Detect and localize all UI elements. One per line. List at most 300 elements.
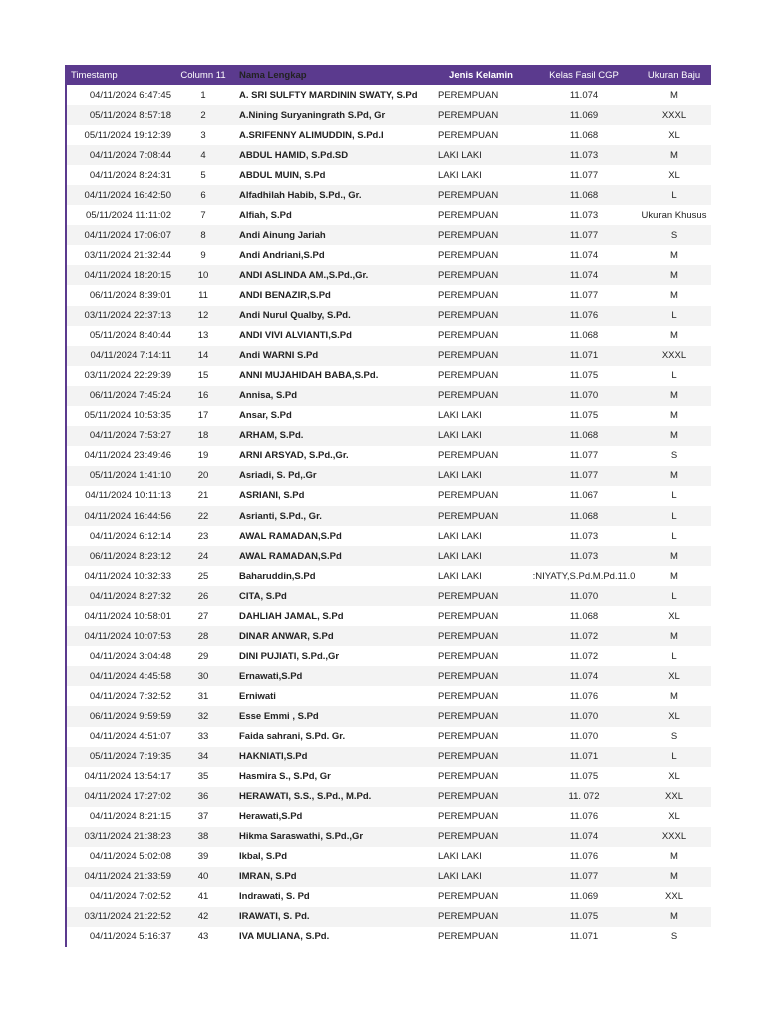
header-kelas-fasil[interactable]: Kelas Fasil CGP xyxy=(531,65,637,85)
jenis-kelamin-cell[interactable]: PEREMPUAN xyxy=(431,205,531,225)
column11-cell[interactable]: 27 xyxy=(174,606,232,626)
nama-cell[interactable]: IVA MULIANA, S.Pd. xyxy=(232,927,431,947)
jenis-kelamin-cell[interactable]: PEREMPUAN xyxy=(431,706,531,726)
column11-cell[interactable]: 22 xyxy=(174,506,232,526)
nama-cell[interactable]: Ansar, S.Pd xyxy=(232,406,431,426)
timestamp-cell[interactable]: 04/11/2024 8:21:15 xyxy=(67,807,174,827)
ukuran-baju-cell[interactable]: M xyxy=(637,265,711,285)
jenis-kelamin-cell[interactable]: PEREMPUAN xyxy=(431,827,531,847)
jenis-kelamin-cell[interactable]: PEREMPUAN xyxy=(431,185,531,205)
column11-cell[interactable]: 13 xyxy=(174,326,232,346)
header-column11[interactable]: Column 11 xyxy=(174,65,232,85)
jenis-kelamin-cell[interactable]: PEREMPUAN xyxy=(431,245,531,265)
column11-cell[interactable]: 7 xyxy=(174,205,232,225)
column11-cell[interactable]: 34 xyxy=(174,747,232,767)
column11-cell[interactable]: 24 xyxy=(174,546,232,566)
ukuran-baju-cell[interactable]: S xyxy=(637,225,711,245)
header-jenis-kelamin[interactable]: Jenis Kelamin xyxy=(431,65,531,85)
column11-cell[interactable]: 25 xyxy=(174,566,232,586)
table-row xyxy=(67,566,711,586)
ukuran-baju-cell[interactable]: M xyxy=(637,386,711,406)
kelas-cell[interactable]: 11.070 xyxy=(531,706,637,726)
table-row xyxy=(67,426,711,446)
ukuran-baju-cell[interactable]: M xyxy=(637,626,711,646)
timestamp-cell[interactable]: 06/11/2024 8:23:12 xyxy=(67,546,174,566)
timestamp-cell[interactable]: 03/11/2024 21:38:23 xyxy=(67,827,174,847)
ukuran-baju-cell[interactable]: XL xyxy=(637,666,711,686)
table-row xyxy=(67,546,711,566)
ukuran-baju-cell[interactable]: S xyxy=(637,446,711,466)
kelas-cell[interactable]: 11.068 xyxy=(531,506,637,526)
timestamp-cell[interactable]: 04/11/2024 7:53:27 xyxy=(67,426,174,446)
kelas-cell[interactable]: 11.071 xyxy=(531,927,637,947)
ukuran-baju-cell[interactable]: L xyxy=(637,486,711,506)
nama-cell[interactable]: ANNI MUJAHIDAH BABA,S.Pd. xyxy=(232,366,431,386)
nama-cell[interactable]: ARNI ARSYAD, S.Pd.,Gr. xyxy=(232,446,431,466)
ukuran-baju-cell[interactable]: M xyxy=(637,406,711,426)
column11-cell[interactable]: 19 xyxy=(174,446,232,466)
table-body xyxy=(67,85,711,947)
ukuran-baju-cell[interactable]: S xyxy=(637,727,711,747)
header-timestamp[interactable]: Timestamp xyxy=(67,65,174,85)
timestamp-cell[interactable]: 04/11/2024 7:08:44 xyxy=(67,145,174,165)
nama-cell[interactable]: IMRAN, S.Pd xyxy=(232,867,431,887)
column11-cell[interactable]: 29 xyxy=(174,646,232,666)
nama-cell[interactable]: Erniwati xyxy=(232,686,431,706)
ukuran-baju-cell[interactable]: M xyxy=(637,466,711,486)
kelas-cell[interactable]: 11.077 xyxy=(531,165,637,185)
column11-cell[interactable]: 5 xyxy=(174,165,232,185)
ukuran-baju-cell[interactable]: XXXL xyxy=(637,827,711,847)
nama-cell[interactable]: ANDI VIVI ALVIANTI,S.Pd xyxy=(232,326,431,346)
timestamp-cell[interactable]: 04/11/2024 18:20:15 xyxy=(67,265,174,285)
nama-cell[interactable]: Indrawati, S. Pd xyxy=(232,887,431,907)
timestamp-cell[interactable]: 04/11/2024 17:06:07 xyxy=(67,225,174,245)
jenis-kelamin-cell[interactable]: PEREMPUAN xyxy=(431,666,531,686)
timestamp-cell[interactable]: 04/11/2024 7:32:52 xyxy=(67,686,174,706)
timestamp-cell[interactable]: 04/11/2024 10:07:53 xyxy=(67,626,174,646)
kelas-cell[interactable]: 11.077 xyxy=(531,867,637,887)
kelas-cell[interactable]: 11.073 xyxy=(531,205,637,225)
nama-cell[interactable]: ANDI ASLINDA AM.,S.Pd.,Gr. xyxy=(232,265,431,285)
timestamp-cell[interactable]: 04/11/2024 4:45:58 xyxy=(67,666,174,686)
table-row xyxy=(67,586,711,606)
jenis-kelamin-cell[interactable]: PEREMPUAN xyxy=(431,225,531,245)
kelas-cell[interactable]: 11.076 xyxy=(531,847,637,867)
jenis-kelamin-cell[interactable]: PEREMPUAN xyxy=(431,686,531,706)
jenis-kelamin-cell[interactable]: PEREMPUAN xyxy=(431,386,531,406)
table-row xyxy=(67,265,711,285)
timestamp-cell[interactable]: 05/11/2024 1:41:10 xyxy=(67,466,174,486)
timestamp-cell[interactable]: 04/11/2024 5:16:37 xyxy=(67,927,174,947)
timestamp-cell[interactable]: 04/11/2024 6:47:45 xyxy=(67,85,174,105)
nama-cell[interactable]: IRAWATI, S. Pd. xyxy=(232,907,431,927)
nama-cell[interactable]: DAHLIAH JAMAL, S.Pd xyxy=(232,606,431,626)
jenis-kelamin-cell[interactable]: LAKI LAKI xyxy=(431,406,531,426)
jenis-kelamin-cell[interactable]: PEREMPUAN xyxy=(431,787,531,807)
column11-cell[interactable]: 10 xyxy=(174,265,232,285)
timestamp-cell[interactable]: 03/11/2024 21:32:44 xyxy=(67,245,174,265)
nama-cell[interactable]: A.SRIFENNY ALIMUDDIN, S.Pd.I xyxy=(232,125,431,145)
kelas-cell[interactable]: 11.073 xyxy=(531,145,637,165)
nama-cell[interactable]: CITA, S.Pd xyxy=(232,586,431,606)
kelas-cell[interactable]: 11.075 xyxy=(531,366,637,386)
jenis-kelamin-cell[interactable]: PEREMPUAN xyxy=(431,326,531,346)
column11-cell[interactable]: 6 xyxy=(174,185,232,205)
kelas-cell[interactable]: 11.075 xyxy=(531,767,637,787)
column11-cell[interactable]: 15 xyxy=(174,366,232,386)
table-row xyxy=(67,326,711,346)
table-row xyxy=(67,446,711,466)
nama-cell[interactable]: A.Nining Suryaningrath S.Pd, Gr xyxy=(232,105,431,125)
kelas-cell[interactable]: 11.071 xyxy=(531,747,637,767)
kelas-cell[interactable]: 11.074 xyxy=(531,666,637,686)
timestamp-cell[interactable]: 04/11/2024 17:27:02 xyxy=(67,787,174,807)
table-row xyxy=(67,486,711,506)
nama-cell[interactable]: AWAL RAMADAN,S.Pd xyxy=(232,546,431,566)
ukuran-baju-cell[interactable]: M xyxy=(637,145,711,165)
table-row xyxy=(67,506,711,526)
kelas-cell[interactable]: 11.070 xyxy=(531,727,637,747)
kelas-cell[interactable]: 11.068 xyxy=(531,426,637,446)
kelas-cell[interactable]: 11.076 xyxy=(531,807,637,827)
table-row xyxy=(67,887,711,907)
header-nama-lengkap[interactable]: Nama Lengkap xyxy=(232,65,431,85)
ukuran-baju-cell[interactable]: Ukuran Khusus xyxy=(637,205,711,225)
kelas-cell[interactable]: 11.075 xyxy=(531,406,637,426)
kelas-cell[interactable]: 11.068 xyxy=(531,125,637,145)
kelas-cell[interactable]: 11.068 xyxy=(531,606,637,626)
timestamp-cell[interactable]: 04/11/2024 10:58:01 xyxy=(67,606,174,626)
column11-cell[interactable]: 26 xyxy=(174,586,232,606)
nama-cell[interactable]: Andi Ainung Jariah xyxy=(232,225,431,245)
kelas-cell[interactable]: :NIYATY,S.Pd.M.Pd.11.0 xyxy=(531,566,637,586)
jenis-kelamin-cell[interactable]: PEREMPUAN xyxy=(431,727,531,747)
table-row xyxy=(67,807,711,827)
column11-cell[interactable]: 41 xyxy=(174,887,232,907)
ukuran-baju-cell[interactable]: M xyxy=(637,907,711,927)
timestamp-cell[interactable]: 06/11/2024 7:45:24 xyxy=(67,386,174,406)
kelas-cell[interactable]: 11.070 xyxy=(531,386,637,406)
table-row xyxy=(67,125,711,145)
table-row xyxy=(67,606,711,626)
ukuran-baju-cell[interactable]: L xyxy=(637,366,711,386)
timestamp-cell[interactable]: 04/11/2024 21:33:59 xyxy=(67,867,174,887)
kelas-cell[interactable]: 11.067 xyxy=(531,486,637,506)
timestamp-cell[interactable]: 03/11/2024 22:37:13 xyxy=(67,306,174,326)
column11-cell[interactable]: 20 xyxy=(174,466,232,486)
table-row xyxy=(67,346,711,366)
ukuran-baju-cell[interactable]: M xyxy=(637,426,711,446)
timestamp-cell[interactable]: 04/11/2024 16:44:56 xyxy=(67,506,174,526)
column11-cell[interactable]: 43 xyxy=(174,927,232,947)
jenis-kelamin-cell[interactable]: LAKI LAKI xyxy=(431,466,531,486)
ukuran-baju-cell[interactable]: L xyxy=(637,747,711,767)
table-row xyxy=(67,646,711,666)
ukuran-baju-cell[interactable]: M xyxy=(637,326,711,346)
timestamp-cell[interactable]: 05/11/2024 7:19:35 xyxy=(67,747,174,767)
timestamp-cell[interactable]: 04/11/2024 10:11:13 xyxy=(67,486,174,506)
kelas-cell[interactable]: 11.074 xyxy=(531,85,637,105)
jenis-kelamin-cell[interactable]: PEREMPUAN xyxy=(431,486,531,506)
nama-cell[interactable]: Asriadi, S. Pd,.Gr xyxy=(232,466,431,486)
jenis-kelamin-cell[interactable]: PEREMPUAN xyxy=(431,285,531,305)
timestamp-cell[interactable]: 06/11/2024 8:39:01 xyxy=(67,285,174,305)
kelas-cell[interactable]: 11.072 xyxy=(531,626,637,646)
ukuran-baju-cell[interactable]: L xyxy=(637,306,711,326)
jenis-kelamin-cell[interactable]: LAKI LAKI xyxy=(431,426,531,446)
jenis-kelamin-cell[interactable]: PEREMPUAN xyxy=(431,887,531,907)
column11-cell[interactable]: 39 xyxy=(174,847,232,867)
nama-cell[interactable]: Esse Emmi , S.Pd xyxy=(232,706,431,726)
timestamp-cell[interactable]: 04/11/2024 13:54:17 xyxy=(67,767,174,787)
column11-cell[interactable]: 16 xyxy=(174,386,232,406)
timestamp-cell[interactable]: 05/11/2024 19:12:39 xyxy=(67,125,174,145)
header-row xyxy=(67,65,711,85)
timestamp-cell[interactable]: 05/11/2024 8:57:18 xyxy=(67,105,174,125)
ukuran-baju-cell[interactable]: XL xyxy=(637,807,711,827)
ukuran-baju-cell[interactable]: XXL xyxy=(637,887,711,907)
kelas-cell[interactable]: 11.068 xyxy=(531,185,637,205)
ukuran-baju-cell[interactable]: M xyxy=(637,546,711,566)
header-ukuran-baju[interactable]: Ukuran Baju xyxy=(637,65,711,85)
nama-cell[interactable]: ARHAM, S.Pd. xyxy=(232,426,431,446)
jenis-kelamin-cell[interactable]: PEREMPUAN xyxy=(431,85,531,105)
table-row xyxy=(67,867,711,887)
jenis-kelamin-cell[interactable]: PEREMPUAN xyxy=(431,747,531,767)
table-row xyxy=(67,847,711,867)
nama-cell[interactable]: ABDUL HAMID, S.Pd.SD xyxy=(232,145,431,165)
column11-cell[interactable]: 12 xyxy=(174,306,232,326)
timestamp-cell[interactable]: 04/11/2024 8:27:32 xyxy=(67,586,174,606)
jenis-kelamin-cell[interactable]: LAKI LAKI xyxy=(431,847,531,867)
nama-cell[interactable]: Alfiah, S.Pd xyxy=(232,205,431,225)
timestamp-cell[interactable]: 04/11/2024 6:12:14 xyxy=(67,526,174,546)
column11-cell[interactable]: 2 xyxy=(174,105,232,125)
column11-cell[interactable]: 28 xyxy=(174,626,232,646)
jenis-kelamin-cell[interactable]: PEREMPUAN xyxy=(431,125,531,145)
nama-cell[interactable]: Asrianti, S.Pd., Gr. xyxy=(232,506,431,526)
column11-cell[interactable]: 1 xyxy=(174,85,232,105)
kelas-cell[interactable]: 11.077 xyxy=(531,466,637,486)
timestamp-cell[interactable]: 04/11/2024 4:51:07 xyxy=(67,727,174,747)
nama-cell[interactable]: Andi Nurul Qualby, S.Pd. xyxy=(232,306,431,326)
nama-cell[interactable]: Herawati,S.Pd xyxy=(232,807,431,827)
kelas-cell[interactable]: 11.073 xyxy=(531,526,637,546)
kelas-cell[interactable]: 11.075 xyxy=(531,907,637,927)
ukuran-baju-cell[interactable]: L xyxy=(637,646,711,666)
column11-cell[interactable]: 30 xyxy=(174,666,232,686)
kelas-cell[interactable]: 11.072 xyxy=(531,646,637,666)
timestamp-cell[interactable]: 03/11/2024 22:29:39 xyxy=(67,366,174,386)
ukuran-baju-cell[interactable]: L xyxy=(637,586,711,606)
timestamp-cell[interactable]: 04/11/2024 3:04:48 xyxy=(67,646,174,666)
nama-cell[interactable]: Hasmira S., S.Pd, Gr xyxy=(232,767,431,787)
jenis-kelamin-cell[interactable]: PEREMPUAN xyxy=(431,366,531,386)
nama-cell[interactable]: DINAR ANWAR, S.Pd xyxy=(232,626,431,646)
table-row xyxy=(67,225,711,245)
nama-cell[interactable]: DINI PUJIATI, S.Pd.,Gr xyxy=(232,646,431,666)
table-row xyxy=(67,165,711,185)
timestamp-cell[interactable]: 04/11/2024 8:24:31 xyxy=(67,165,174,185)
column11-cell[interactable]: 40 xyxy=(174,867,232,887)
jenis-kelamin-cell[interactable]: PEREMPUAN xyxy=(431,767,531,787)
nama-cell[interactable]: Faida sahrani, S.Pd. Gr. xyxy=(232,727,431,747)
table-row xyxy=(67,205,711,225)
ukuran-baju-cell[interactable]: L xyxy=(637,506,711,526)
kelas-cell[interactable]: 11.069 xyxy=(531,887,637,907)
table-row xyxy=(67,85,711,105)
timestamp-cell[interactable]: 04/11/2024 5:02:08 xyxy=(67,847,174,867)
nama-cell[interactable]: ANDI BENAZIR,S.Pd xyxy=(232,285,431,305)
table-row xyxy=(67,526,711,546)
column11-cell[interactable]: 33 xyxy=(174,727,232,747)
timestamp-cell[interactable]: 04/11/2024 16:42:50 xyxy=(67,185,174,205)
ukuran-baju-cell[interactable]: XL xyxy=(637,767,711,787)
jenis-kelamin-cell[interactable]: LAKI LAKI xyxy=(431,867,531,887)
timestamp-cell[interactable]: 04/11/2024 10:32:33 xyxy=(67,566,174,586)
nama-cell[interactable]: AWAL RAMADAN,S.Pd xyxy=(232,526,431,546)
timestamp-cell[interactable]: 05/11/2024 8:40:44 xyxy=(67,326,174,346)
nama-cell[interactable]: Baharuddin,S.Pd xyxy=(232,566,431,586)
column11-cell[interactable]: 11 xyxy=(174,285,232,305)
nama-cell[interactable]: Alfadhilah Habib, S.Pd., Gr. xyxy=(232,185,431,205)
timestamp-cell[interactable]: 05/11/2024 10:53:35 xyxy=(67,406,174,426)
kelas-cell[interactable]: 11.073 xyxy=(531,546,637,566)
timestamp-cell[interactable]: 04/11/2024 7:14:11 xyxy=(67,346,174,366)
column11-cell[interactable]: 9 xyxy=(174,245,232,265)
jenis-kelamin-cell[interactable]: PEREMPUAN xyxy=(431,626,531,646)
nama-cell[interactable]: Hikma Saraswathi, S.Pd.,Gr xyxy=(232,827,431,847)
nama-cell[interactable]: HERAWATI, S.S., S.Pd., M.Pd. xyxy=(232,787,431,807)
column11-cell[interactable]: 32 xyxy=(174,706,232,726)
column11-cell[interactable]: 23 xyxy=(174,526,232,546)
ukuran-baju-cell[interactable]: L xyxy=(637,526,711,546)
spreadsheet-table-container xyxy=(65,65,706,947)
jenis-kelamin-cell[interactable]: LAKI LAKI xyxy=(431,526,531,546)
nama-cell[interactable]: ASRIANI, S.Pd xyxy=(232,486,431,506)
jenis-kelamin-cell[interactable]: PEREMPUAN xyxy=(431,606,531,626)
kelas-cell[interactable]: 11.076 xyxy=(531,306,637,326)
jenis-kelamin-cell[interactable]: LAKI LAKI xyxy=(431,145,531,165)
jenis-kelamin-cell[interactable]: PEREMPUAN xyxy=(431,506,531,526)
kelas-cell[interactable]: 11.076 xyxy=(531,686,637,706)
nama-cell[interactable]: A. SRI SULFTY MARDININ SWATY, S.Pd xyxy=(232,85,431,105)
nama-cell[interactable]: Ernawati,S.Pd xyxy=(232,666,431,686)
timestamp-cell[interactable]: 03/11/2024 21:22:52 xyxy=(67,907,174,927)
kelas-cell[interactable]: 11.074 xyxy=(531,265,637,285)
ukuran-baju-cell[interactable]: XL xyxy=(637,706,711,726)
table-row xyxy=(67,185,711,205)
jenis-kelamin-cell[interactable]: PEREMPUAN xyxy=(431,646,531,666)
kelas-cell[interactable]: 11.070 xyxy=(531,586,637,606)
nama-cell[interactable]: Ikbal, S.Pd xyxy=(232,847,431,867)
kelas-cell[interactable]: 11.071 xyxy=(531,346,637,366)
ukuran-baju-cell[interactable]: XL xyxy=(637,165,711,185)
ukuran-baju-cell[interactable]: M xyxy=(637,867,711,887)
ukuran-baju-cell[interactable]: M xyxy=(637,285,711,305)
column11-cell[interactable]: 21 xyxy=(174,486,232,506)
nama-cell[interactable]: ABDUL MUIN, S.Pd xyxy=(232,165,431,185)
jenis-kelamin-cell[interactable]: PEREMPUAN xyxy=(431,907,531,927)
kelas-cell[interactable]: 11.074 xyxy=(531,827,637,847)
jenis-kelamin-cell[interactable]: LAKI LAKI xyxy=(431,566,531,586)
timestamp-cell[interactable]: 05/11/2024 11:11:02 xyxy=(67,205,174,225)
kelas-cell[interactable]: 11.077 xyxy=(531,446,637,466)
ukuran-baju-cell[interactable]: M xyxy=(637,245,711,265)
table-row xyxy=(67,406,711,426)
ukuran-baju-cell[interactable]: M xyxy=(637,85,711,105)
kelas-cell[interactable]: 11. 072 xyxy=(531,787,637,807)
column11-cell[interactable]: 37 xyxy=(174,807,232,827)
jenis-kelamin-cell[interactable]: PEREMPUAN xyxy=(431,265,531,285)
table-row xyxy=(67,686,711,706)
ukuran-baju-cell[interactable]: XXXL xyxy=(637,346,711,366)
column11-cell[interactable]: 17 xyxy=(174,406,232,426)
ukuran-baju-cell[interactable]: XXL xyxy=(637,787,711,807)
jenis-kelamin-cell[interactable]: PEREMPUAN xyxy=(431,586,531,606)
data-table xyxy=(67,65,711,947)
ukuran-baju-cell[interactable]: XL xyxy=(637,125,711,145)
nama-cell[interactable]: Andi Andriani,S.Pd xyxy=(232,245,431,265)
jenis-kelamin-cell[interactable]: PEREMPUAN xyxy=(431,105,531,125)
jenis-kelamin-cell[interactable]: PEREMPUAN xyxy=(431,446,531,466)
ukuran-baju-cell[interactable]: M xyxy=(637,566,711,586)
kelas-cell[interactable]: 11.077 xyxy=(531,285,637,305)
nama-cell[interactable]: HAKNIATI,S.Pd xyxy=(232,747,431,767)
nama-cell[interactable]: Andi WARNI S.Pd xyxy=(232,346,431,366)
kelas-cell[interactable]: 11.069 xyxy=(531,105,637,125)
column11-cell[interactable]: 3 xyxy=(174,125,232,145)
table-row xyxy=(67,767,711,787)
column11-cell[interactable]: 14 xyxy=(174,346,232,366)
table-row xyxy=(67,747,711,767)
table-row xyxy=(67,626,711,646)
ukuran-baju-cell[interactable]: M xyxy=(637,847,711,867)
jenis-kelamin-cell[interactable]: LAKI LAKI xyxy=(431,165,531,185)
timestamp-cell[interactable]: 04/11/2024 7:02:52 xyxy=(67,887,174,907)
table-row xyxy=(67,907,711,927)
timestamp-cell[interactable]: 06/11/2024 9:59:59 xyxy=(67,706,174,726)
nama-cell[interactable]: Annisa, S.Pd xyxy=(232,386,431,406)
column11-cell[interactable]: 4 xyxy=(174,145,232,165)
column11-cell[interactable]: 35 xyxy=(174,767,232,787)
column11-cell[interactable]: 18 xyxy=(174,426,232,446)
kelas-cell[interactable]: 11.077 xyxy=(531,225,637,245)
jenis-kelamin-cell[interactable]: PEREMPUAN xyxy=(431,306,531,326)
column11-cell[interactable]: 8 xyxy=(174,225,232,245)
table-row xyxy=(67,366,711,386)
ukuran-baju-cell[interactable]: L xyxy=(637,185,711,205)
column11-cell[interactable]: 31 xyxy=(174,686,232,706)
kelas-cell[interactable]: 11.074 xyxy=(531,245,637,265)
column11-cell[interactable]: 38 xyxy=(174,827,232,847)
jenis-kelamin-cell[interactable]: PEREMPUAN xyxy=(431,346,531,366)
column11-cell[interactable]: 42 xyxy=(174,907,232,927)
timestamp-cell[interactable]: 04/11/2024 23:49:46 xyxy=(67,446,174,466)
table-row xyxy=(67,105,711,125)
table-row xyxy=(67,285,711,305)
kelas-cell[interactable]: 11.068 xyxy=(531,326,637,346)
jenis-kelamin-cell[interactable]: LAKI LAKI xyxy=(431,546,531,566)
jenis-kelamin-cell[interactable]: PEREMPUAN xyxy=(431,807,531,827)
ukuran-baju-cell[interactable]: XXXL xyxy=(637,105,711,125)
ukuran-baju-cell[interactable]: S xyxy=(637,927,711,947)
ukuran-baju-cell[interactable]: XL xyxy=(637,606,711,626)
jenis-kelamin-cell[interactable]: PEREMPUAN xyxy=(431,927,531,947)
column11-cell[interactable]: 36 xyxy=(174,787,232,807)
ukuran-baju-cell[interactable]: M xyxy=(637,686,711,706)
